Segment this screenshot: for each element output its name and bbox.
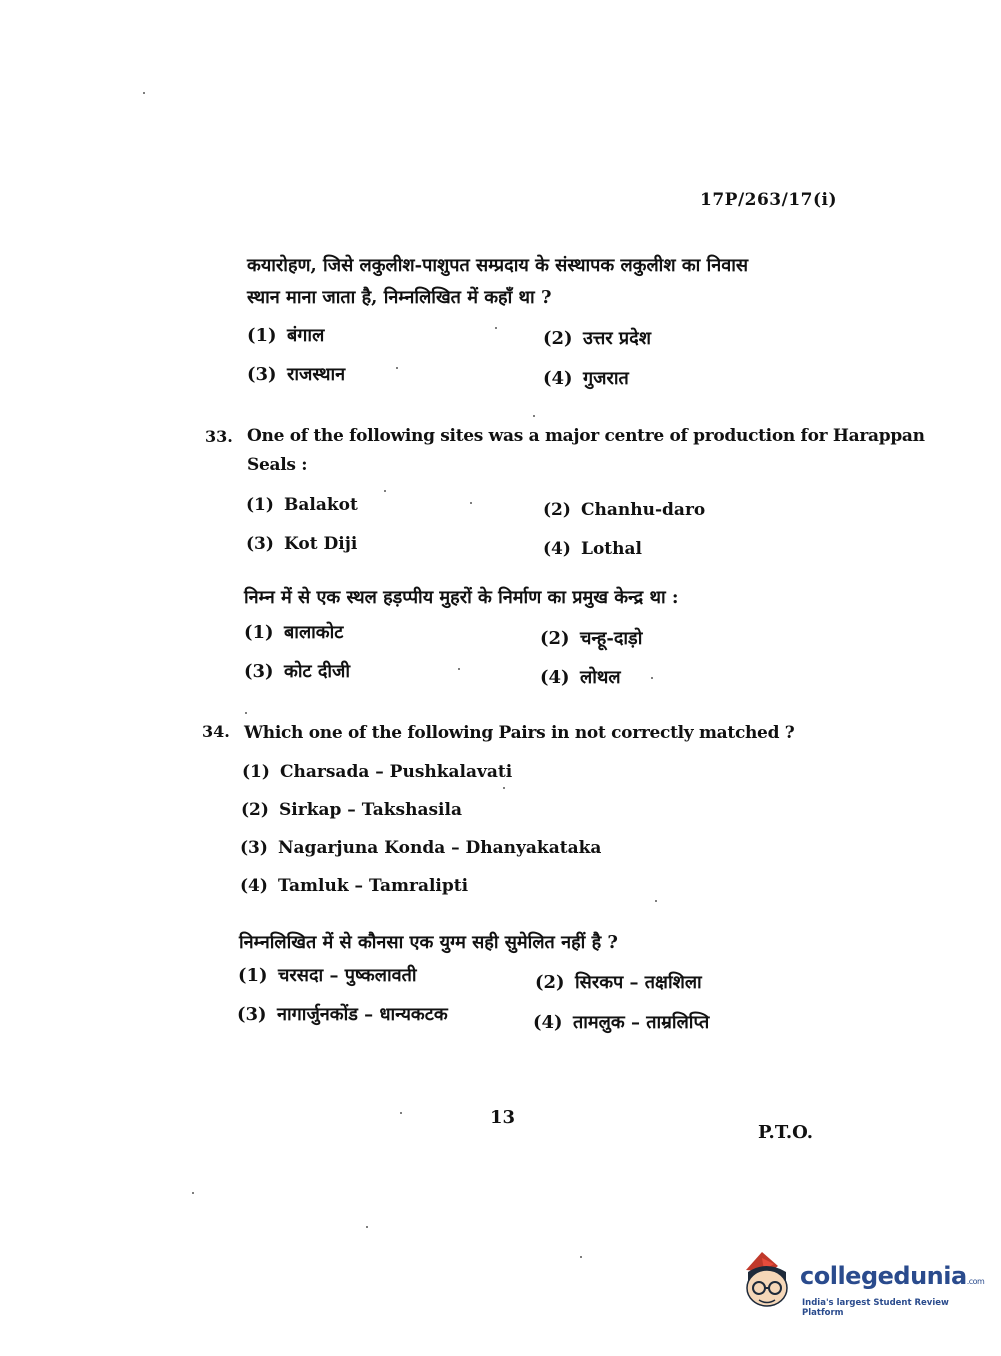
option-text: Sirkap – Takshasila	[279, 800, 462, 820]
q33-hindi-question: निम्न में से एक स्थल हड़प्पीय मुहरों के निर्माण का प्रमुख केन्द्र था :	[244, 587, 679, 608]
option-text: लोथल	[580, 667, 621, 688]
option-number: (2)	[543, 328, 573, 349]
option-text: Charsada – Pushkalavati	[280, 762, 513, 782]
q33-number: 33.	[205, 427, 233, 446]
option-number: (2)	[241, 800, 269, 820]
brand-tagline: India's largest Student Review Platform	[802, 1298, 949, 1318]
scan-speck	[245, 712, 247, 714]
scan-speck	[366, 1226, 368, 1228]
brand-suffix: .com	[966, 1277, 985, 1286]
option-text: कोट दीजी	[284, 661, 351, 682]
q34-question-part2: correctly matched ?	[605, 723, 795, 743]
option-number: (2)	[540, 628, 570, 649]
option-text: उत्तर प्रदेश	[583, 328, 651, 349]
option-text: Lothal	[581, 539, 642, 559]
option-text: सिरकप – तक्षशिला	[575, 972, 702, 993]
q33-hindi-option-2	[540, 626, 642, 650]
scan-speck	[396, 367, 398, 369]
q33-hindi-option-3	[244, 659, 350, 683]
q34-option-3	[240, 838, 601, 858]
collegedunia-watermark	[740, 1250, 985, 1318]
q34-question-part1: Which one of the following Pairs in	[244, 723, 575, 743]
q34-option-1	[242, 762, 512, 782]
option-text: Chanhu-daro	[581, 500, 706, 520]
option-number: (1)	[244, 622, 274, 643]
option-number: (4)	[543, 368, 573, 389]
option-number: (1)	[238, 965, 268, 986]
option-text: Balakot	[284, 495, 358, 515]
brand-text: collegedunia	[800, 1262, 967, 1290]
scan-speck	[580, 1256, 582, 1258]
option-text: गुजरात	[583, 368, 629, 389]
option-number: (1)	[247, 325, 277, 346]
option-number: (2)	[535, 972, 565, 993]
q34-hindi-part2: है ?	[585, 932, 618, 953]
option-text: नागार्जुनकोंड – धान्यकटक	[277, 1004, 448, 1025]
scan-speck	[495, 327, 497, 329]
q33-option-3	[246, 534, 357, 554]
q34-option-2	[241, 800, 462, 820]
option-number: (4)	[533, 1012, 563, 1033]
option-text: बंगाल	[287, 325, 325, 346]
q34-hindi-option-2	[535, 970, 702, 994]
q34-question	[244, 723, 794, 743]
q33-option-4	[543, 539, 642, 559]
option-text: Tamluk – Tamralipti	[278, 876, 469, 896]
option-number: (3)	[244, 661, 274, 682]
pto-label: P.T.O.	[758, 1122, 814, 1143]
option-number: (1)	[246, 495, 274, 515]
q34-hindi-option-4	[533, 1010, 709, 1034]
option-number: (4)	[240, 876, 268, 896]
q32-hindi-option-1	[247, 323, 324, 347]
q34-hindi-question	[239, 930, 618, 954]
q34-hindi-nahi: नहीं	[561, 932, 586, 953]
option-text: Nagarjuna Konda – Dhanyakataka	[278, 838, 602, 858]
q33-question-line2: Seals :	[247, 455, 308, 475]
option-number: (1)	[242, 762, 270, 782]
scan-speck	[400, 1112, 402, 1114]
q33-option-1	[246, 495, 358, 515]
option-number: (2)	[543, 500, 571, 520]
scan-speck	[651, 677, 653, 679]
option-text: Kot Diji	[284, 534, 358, 554]
page-number: 13	[490, 1107, 516, 1128]
option-number: (3)	[237, 1004, 267, 1025]
scan-speck	[503, 787, 505, 789]
q33-option-2	[543, 500, 705, 520]
option-text: राजस्थान	[287, 364, 346, 385]
q33-question-line1: One of the following sites was a major centre of production for Harappan	[247, 426, 925, 446]
q32-hindi-option-3	[247, 362, 345, 386]
q32-hindi-option-2	[543, 326, 651, 350]
q34-number: 34.	[202, 722, 230, 741]
q34-option-4	[240, 876, 468, 896]
q32-hindi-option-4	[543, 366, 629, 390]
option-number: (4)	[540, 667, 570, 688]
paper-code: 17P/263/17(i)	[700, 190, 838, 210]
option-text: तामलुक – ताम्रलिप्ति	[573, 1012, 710, 1033]
q33-hindi-option-1	[244, 620, 343, 644]
scan-speck	[655, 900, 657, 902]
scan-speck	[533, 415, 535, 417]
q34-hindi-part1: निम्नलिखित में से कौनसा एक युग्म सही सुमेलित	[239, 932, 562, 953]
q32-hindi-line2: स्थान माना जाता है, निम्नलिखित में कहाँ था ?	[247, 287, 552, 308]
q34-question-not: not	[574, 723, 606, 743]
mascot-icon	[740, 1250, 798, 1314]
option-number: (4)	[543, 539, 571, 559]
option-number: (3)	[246, 534, 274, 554]
scan-speck	[470, 502, 472, 504]
option-text: चरसदा – पुष्कलावती	[278, 965, 417, 986]
option-text: बालाकोट	[284, 622, 344, 643]
q34-hindi-option-1	[238, 963, 417, 987]
scan-speck	[192, 1192, 194, 1194]
brand-name	[800, 1262, 984, 1290]
scan-speck	[384, 490, 386, 492]
q32-hindi-line1: कयारोहण, जिसे लकुलीश-पाशुपत सम्प्रदाय के संस्थापक लकुलीश का निवास	[247, 255, 749, 276]
scan-speck	[143, 92, 145, 94]
q34-hindi-option-3	[237, 1002, 448, 1026]
option-text: चन्हू-दाड़ो	[580, 628, 643, 649]
scan-speck	[458, 668, 460, 670]
option-number: (3)	[247, 364, 277, 385]
q33-hindi-option-4	[540, 665, 621, 689]
option-number: (3)	[240, 838, 268, 858]
